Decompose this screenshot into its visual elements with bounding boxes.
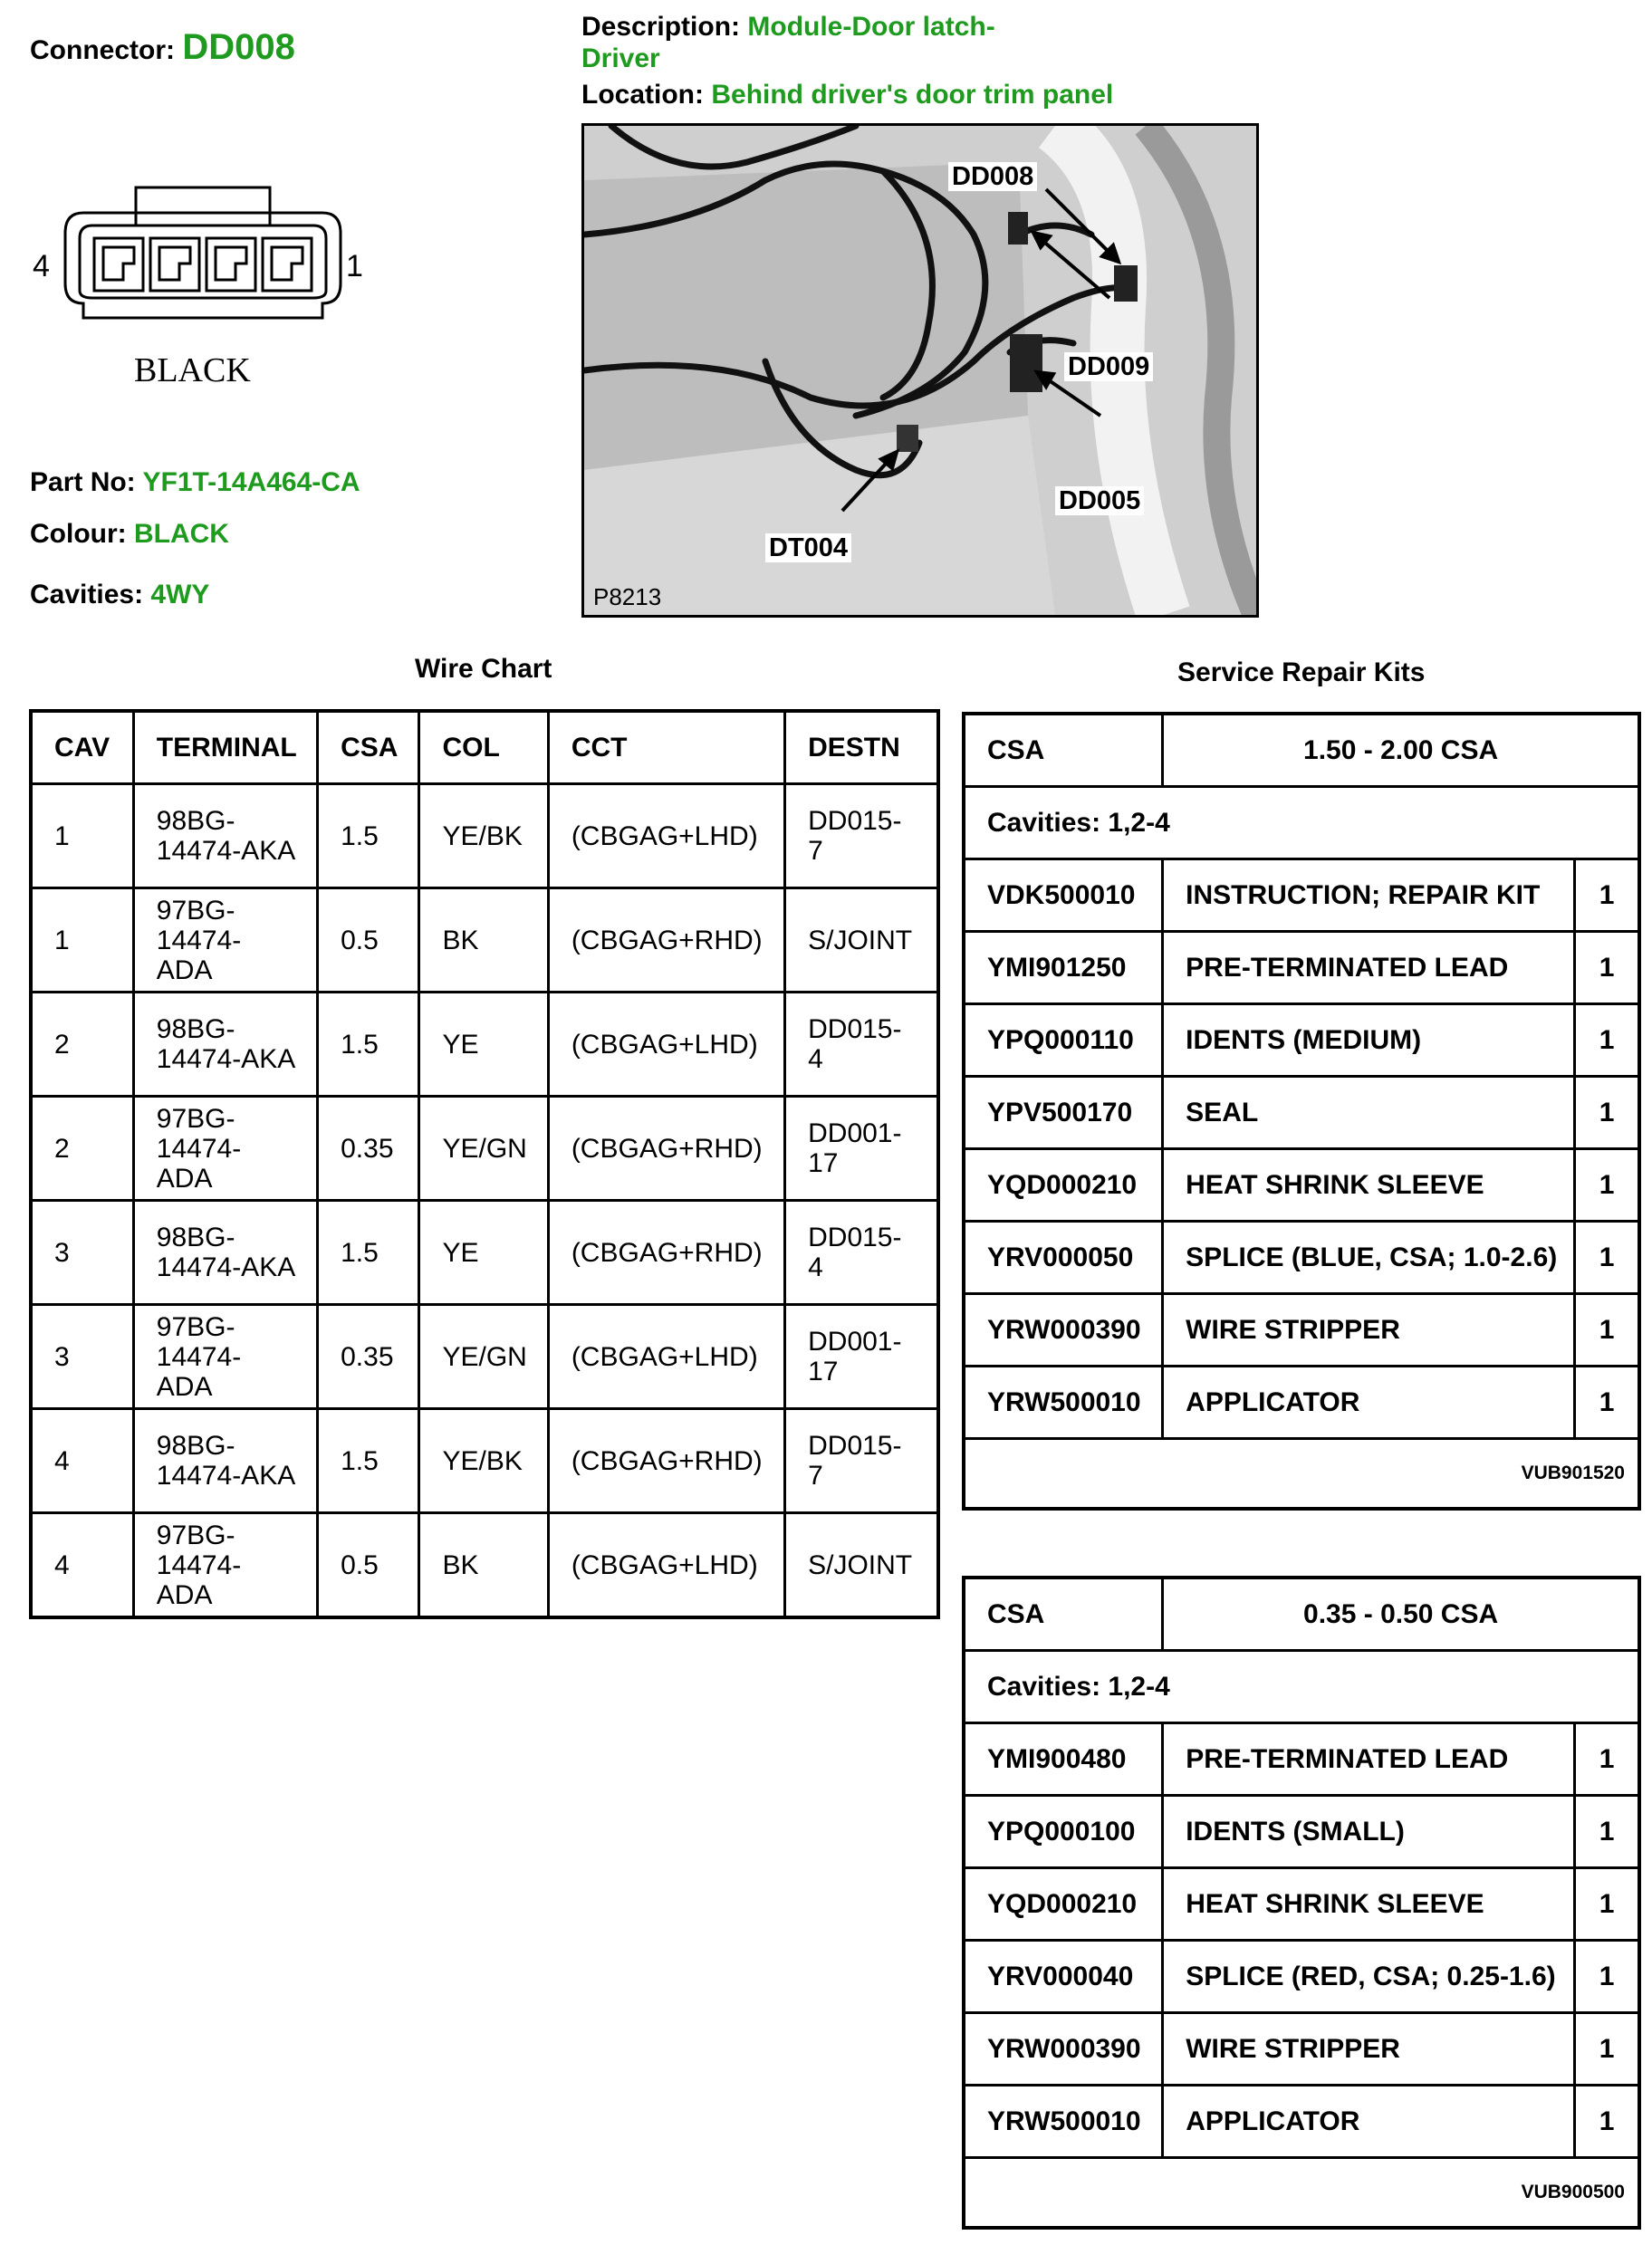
colour-cell: YE: [419, 1201, 548, 1305]
destination-cell-line: DD015-: [808, 806, 902, 836]
table-row: [31, 1201, 938, 1305]
destination-cell: [785, 784, 938, 888]
kit-item-quantity: 1: [1575, 2013, 1639, 2086]
kit-csa-label: CSA: [964, 1578, 1163, 1651]
kit-item-code: YMI900480: [964, 1723, 1163, 1796]
table-row: [31, 888, 938, 993]
table-row: [964, 932, 1639, 1004]
destination-cell: [785, 1097, 938, 1201]
terminal-cell-line: 14474-: [156, 925, 242, 955]
destination-cell: [785, 1409, 938, 1513]
circuit-cell: (CBGAG+RHD): [548, 1409, 784, 1513]
kit-item-quantity: 1: [1575, 1941, 1639, 2013]
terminal-cell-line: 14474-AKA: [156, 1252, 296, 1282]
table-row: [964, 1941, 1639, 2013]
terminal-cell-line: 14474-AKA: [156, 1461, 296, 1491]
housing-colour-label: BLACK: [134, 351, 251, 389]
destination-cell: [785, 888, 938, 993]
cavities-line: [30, 580, 209, 610]
kit-item-code: YQD000210: [964, 1868, 1163, 1941]
circuit-cell: (CBGAG+LHD): [548, 993, 784, 1097]
table-row: [964, 1796, 1639, 1868]
terminal-cell-line: ADA: [156, 1371, 213, 1402]
location-block: [581, 80, 1113, 110]
circuit-cell: (CBGAG+RHD): [548, 1201, 784, 1305]
cav-cell: 1: [31, 784, 133, 888]
terminal-cell-line: 97BG-: [156, 1311, 235, 1342]
kit-item-description: IDENTS (SMALL): [1163, 1796, 1575, 1868]
location-value: Behind driver's door trim panel: [711, 80, 1114, 110]
cavities-value: 4WY: [150, 580, 210, 609]
table-row: [964, 1868, 1639, 1941]
table-row: [964, 1294, 1639, 1367]
csa-cell: 0.35: [318, 1097, 419, 1201]
csa-cell: 1.5: [318, 784, 419, 888]
terminal-cell-line: ADA: [156, 1579, 213, 1610]
cav-cell: 4: [31, 1409, 133, 1513]
colour-cell: BK: [419, 888, 548, 993]
terminal-cell-line: 14474-: [156, 1133, 242, 1164]
pin-4-label: 4: [33, 249, 50, 283]
kit-csa-range: 1.50 - 2.00 CSA: [1163, 714, 1639, 787]
terminal-cell: [133, 1201, 317, 1305]
location-label: Location:: [581, 80, 704, 110]
header-cct: CCT: [548, 711, 784, 784]
table-row: [31, 1305, 938, 1409]
terminal-cell-line: 97BG-: [156, 1520, 235, 1550]
kit-item-code: YPQ000100: [964, 1796, 1163, 1868]
destination-cell-line: DD015-: [808, 1223, 902, 1252]
csa-cell: 0.35: [318, 1305, 419, 1409]
table-row: [964, 1723, 1639, 1796]
description-line1: Module-Door latch-: [747, 12, 995, 42]
wire-chart-header-row: [31, 711, 938, 784]
cav-cell: 2: [31, 993, 133, 1097]
colour-label: Colour:: [30, 519, 127, 549]
terminal-cell-line: 97BG-: [156, 1103, 235, 1134]
terminal-cell-line: 98BG-: [156, 806, 235, 836]
kit-item-quantity: 1: [1575, 1149, 1639, 1222]
kit-item-code: YMI901250: [964, 932, 1163, 1004]
destination-cell-line: DD015-: [808, 1014, 902, 1044]
kit-item-description: HEAT SHRINK SLEEVE: [1163, 1868, 1575, 1941]
csa-cell: 0.5: [318, 1513, 419, 1618]
cav-cell: 4: [31, 1513, 133, 1618]
cav-cell: 3: [31, 1201, 133, 1305]
header-terminal: TERMINAL: [133, 711, 317, 784]
table-row: [964, 1004, 1639, 1077]
location-photo: [581, 123, 1259, 618]
kit-csa-row: [964, 1578, 1639, 1651]
connector-heading: [30, 27, 295, 68]
kit-item-code: VDK500010: [964, 859, 1163, 932]
description-block: [581, 11, 995, 74]
service-kits-title: Service Repair Kits: [1177, 657, 1426, 687]
cav-cell: 3: [31, 1305, 133, 1409]
circuit-cell: (CBGAG+RHD): [548, 1097, 784, 1201]
csa-cell: 0.5: [318, 888, 419, 993]
service-kit-table-1: [962, 712, 1641, 1511]
table-row: [964, 2013, 1639, 2086]
destination-cell-line: S/JOINT: [808, 1549, 913, 1580]
terminal-cell-line: 98BG-: [156, 1431, 235, 1461]
destination-cell-line: DD015-: [808, 1431, 902, 1461]
destination-cell-line: DD001-: [808, 1118, 902, 1148]
colour-cell: YE/BK: [419, 784, 548, 888]
colour-line: [30, 519, 229, 550]
door-panel-illustration: [584, 126, 1256, 615]
table-row: [964, 1077, 1639, 1149]
photo-reference: P8213: [593, 583, 662, 610]
kit-cavities-row: [964, 787, 1639, 859]
kit-item-code: YRW500010: [964, 1367, 1163, 1439]
pin-1-label: 1: [346, 249, 363, 283]
kit-item-description: SEAL: [1163, 1077, 1575, 1149]
kit-item-quantity: 1: [1575, 932, 1639, 1004]
kit-item-quantity: 1: [1575, 1723, 1639, 1796]
kit-item-quantity: 1: [1575, 1294, 1639, 1367]
terminal-cell-line: 14474-: [156, 1341, 242, 1372]
kit-csa-label: CSA: [964, 714, 1163, 787]
table-row: [964, 859, 1639, 932]
kit-reference-row: [964, 2158, 1639, 2229]
kit-item-description: PRE-TERMINATED LEAD: [1163, 932, 1575, 1004]
colour-cell: BK: [419, 1513, 548, 1618]
table-row: [31, 993, 938, 1097]
kit-item-quantity: 1: [1575, 1077, 1639, 1149]
part-number-line: [30, 467, 360, 498]
kit-reference: VUB900500: [964, 2158, 1639, 2229]
kit-item-description: IDENTS (MEDIUM): [1163, 1004, 1575, 1077]
table-row: [964, 2086, 1639, 2158]
destination-cell-line: 4: [808, 1044, 823, 1074]
kit-item-description: SPLICE (BLUE, CSA; 1.0-2.6): [1163, 1222, 1575, 1294]
kit-item-description: INSTRUCTION; REPAIR KIT: [1163, 859, 1575, 932]
connector-diagram: [27, 177, 380, 403]
connector-label: Connector:: [30, 35, 175, 65]
destination-cell-line: 17: [808, 1148, 839, 1178]
kit-item-description: SPLICE (RED, CSA; 0.25-1.6): [1163, 1941, 1575, 2013]
destination-cell: [785, 1201, 938, 1305]
kit-item-description: WIRE STRIPPER: [1163, 1294, 1575, 1367]
terminal-cell-line: 14474-: [156, 1549, 242, 1580]
table-row: [964, 1367, 1639, 1439]
kit-item-quantity: 1: [1575, 859, 1639, 932]
part-number-value: YF1T-14A464-CA: [142, 467, 360, 497]
terminal-cell-line: 98BG-: [156, 1014, 235, 1044]
table-row: [31, 784, 938, 888]
connector-id: DD008: [182, 27, 295, 67]
kit-item-description: APPLICATOR: [1163, 1367, 1575, 1439]
destination-cell-line: DD001-: [808, 1327, 902, 1357]
csa-cell: 1.5: [318, 993, 419, 1097]
kit-item-code: YRV000040: [964, 1941, 1163, 2013]
terminal-cell-line: 98BG-: [156, 1223, 235, 1252]
kit-item-description: APPLICATOR: [1163, 2086, 1575, 2158]
circuit-cell: (CBGAG+LHD): [548, 1513, 784, 1618]
colour-cell: YE: [419, 993, 548, 1097]
terminal-cell-line: 14474-AKA: [156, 1044, 296, 1074]
kit-item-quantity: 1: [1575, 1004, 1639, 1077]
kit-item-description: PRE-TERMINATED LEAD: [1163, 1723, 1575, 1796]
terminal-cell-line: 14474-AKA: [156, 836, 296, 866]
terminal-cell: [133, 1097, 317, 1201]
description-line2: Driver: [581, 43, 660, 73]
cavities-label: Cavities:: [30, 580, 144, 609]
terminal-cell: [133, 784, 317, 888]
kit-item-code: YRV000050: [964, 1222, 1163, 1294]
destination-cell: [785, 1513, 938, 1618]
description-label: Description:: [581, 12, 741, 42]
cav-cell: 1: [31, 888, 133, 993]
table-row: [31, 1097, 938, 1201]
destination-cell-line: 7: [808, 1461, 823, 1491]
terminal-cell: [133, 993, 317, 1097]
destination-cell-line: S/JOINT: [808, 925, 913, 955]
terminal-cell: [133, 1409, 317, 1513]
connector-face-icon: [27, 177, 380, 403]
wire-chart-table: [29, 709, 940, 1619]
circuit-cell: (CBGAG+RHD): [548, 888, 784, 993]
terminal-cell: [133, 888, 317, 993]
kit-item-quantity: 1: [1575, 1222, 1639, 1294]
colour-cell: YE/GN: [419, 1305, 548, 1409]
kit-item-quantity: 1: [1575, 1796, 1639, 1868]
cav-cell: 2: [31, 1097, 133, 1201]
callout-dd008: DD008: [948, 162, 1037, 191]
kit-item-description: HEAT SHRINK SLEEVE: [1163, 1149, 1575, 1222]
kit-item-description: WIRE STRIPPER: [1163, 2013, 1575, 2086]
kit-item-code: YRW500010: [964, 2086, 1163, 2158]
destination-cell-line: 4: [808, 1252, 823, 1282]
kit-item-quantity: 1: [1575, 1367, 1639, 1439]
kit-item-code: YPV500170: [964, 1077, 1163, 1149]
kit-cavities-row: [964, 1651, 1639, 1723]
terminal-cell-line: 97BG-: [156, 895, 235, 926]
kit-item-code: YPQ000110: [964, 1004, 1163, 1077]
wire-chart-title: Wire Chart: [415, 654, 552, 684]
colour-cell: YE/BK: [419, 1409, 548, 1513]
part-number-label: Part No:: [30, 467, 136, 497]
terminal-cell: [133, 1513, 317, 1618]
header-cav: CAV: [31, 711, 133, 784]
destination-cell: [785, 1305, 938, 1409]
colour-value: BLACK: [133, 519, 229, 549]
destination-cell: [785, 993, 938, 1097]
header-col: COL: [419, 711, 548, 784]
callout-dt004: DT004: [765, 533, 851, 562]
destination-cell-line: 17: [808, 1357, 839, 1386]
kit-item-code: YQD000210: [964, 1149, 1163, 1222]
colour-cell: YE/GN: [419, 1097, 548, 1201]
terminal-cell-line: ADA: [156, 1163, 213, 1194]
table-row: [31, 1513, 938, 1618]
service-kit-table-2: [962, 1576, 1641, 2230]
terminal-cell-line: ADA: [156, 955, 213, 985]
callout-dd005: DD005: [1055, 486, 1144, 515]
table-row: [964, 1149, 1639, 1222]
kit-reference-row: [964, 1439, 1639, 1510]
kit-csa-row: [964, 714, 1639, 787]
kit-item-code: YRW000390: [964, 1294, 1163, 1367]
kit-cavities: Cavities: 1,2-4: [964, 1651, 1639, 1723]
circuit-cell: (CBGAG+LHD): [548, 784, 784, 888]
callout-dd009: DD009: [1064, 352, 1153, 381]
kit-csa-range: 0.35 - 0.50 CSA: [1163, 1578, 1639, 1651]
header-destn: DESTN: [785, 711, 938, 784]
kit-item-quantity: 1: [1575, 1868, 1639, 1941]
csa-cell: 1.5: [318, 1409, 419, 1513]
kit-item-code: YRW000390: [964, 2013, 1163, 2086]
kit-item-quantity: 1: [1575, 2086, 1639, 2158]
kit-cavities: Cavities: 1,2-4: [964, 787, 1639, 859]
table-row: [31, 1409, 938, 1513]
kit-reference: VUB901520: [964, 1439, 1639, 1510]
csa-cell: 1.5: [318, 1201, 419, 1305]
circuit-cell: (CBGAG+LHD): [548, 1305, 784, 1409]
header-csa: CSA: [318, 711, 419, 784]
table-row: [964, 1222, 1639, 1294]
terminal-cell: [133, 1305, 317, 1409]
destination-cell-line: 7: [808, 836, 823, 866]
